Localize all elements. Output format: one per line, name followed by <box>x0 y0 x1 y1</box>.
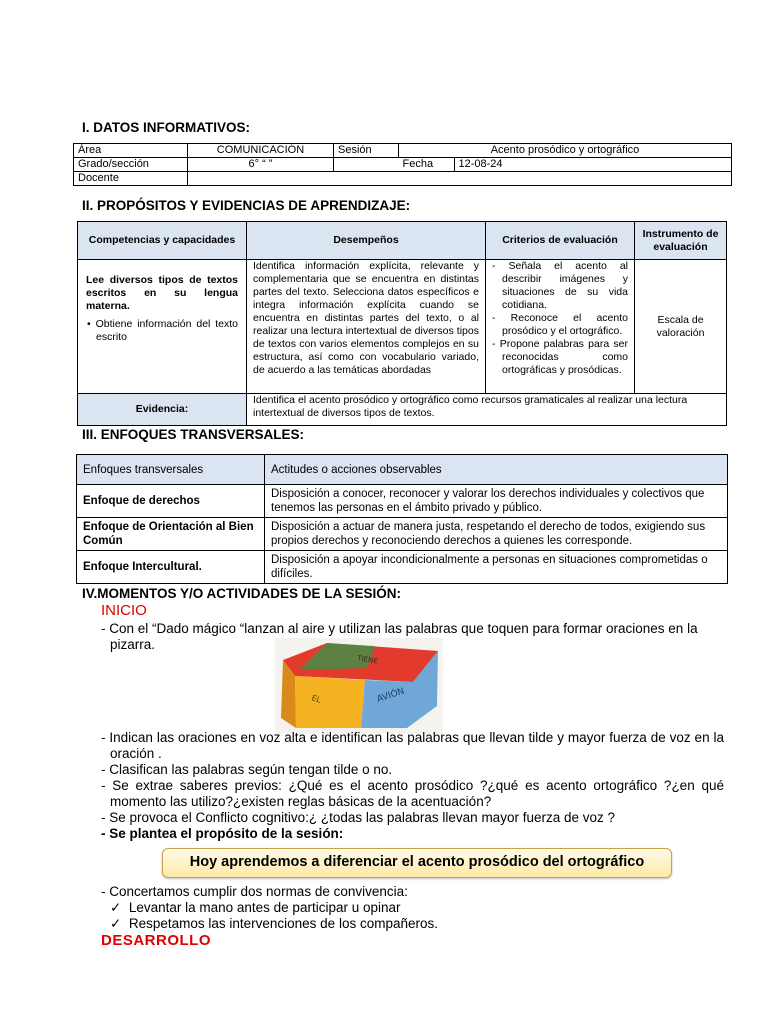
activity-item: - Clasifican las palabras según tengan tilde o no. <box>101 762 393 777</box>
col-competencias: Competencias y capacidades <box>78 222 247 260</box>
approaches-table <box>76 454 728 584</box>
norms-block <box>101 884 701 932</box>
die-word-front: EL <box>310 693 323 705</box>
criteria-cell <box>486 260 635 394</box>
desarrollo-title: DESARROLLO <box>101 932 211 949</box>
approach-name: Enfoque de derechos <box>77 485 265 518</box>
criteria-item: - Señala el acento al describir imágenes y situaciones de su vida cotidiana. <box>492 260 628 311</box>
section-3-title: III. ENFOQUES TRANSVERSALES: <box>82 427 305 442</box>
approach-name: Enfoque de Orientación al Bien Común <box>77 518 265 551</box>
criteria-item: - Reconoce el acento prosódico y el ortográfico. <box>492 312 628 337</box>
section-4-title: IV.MOMENTOS Y/O ACTIVIDADES DE LA SESIÓN: <box>82 586 402 601</box>
section-2-title: II. PROPÓSITOS Y EVIDENCIAS DE APRENDIZAJE: <box>82 198 411 213</box>
fecha-value: 12-08-24 <box>454 158 732 172</box>
col-instrumento: Instrumento de evaluación <box>635 222 727 260</box>
grado-value: 6° “ ” <box>188 158 334 172</box>
area-value: COMUNICACIÓN <box>188 144 334 158</box>
sesion-value: Acento prosódico y ortográfico <box>399 144 732 158</box>
die-front-face <box>295 676 365 728</box>
check-icon: ✓ <box>110 900 122 915</box>
inicio-line1: - Con el “Dado mágico “lanzan al aire y utilizan las palabras que toquen para formar oraciones en la pizarra. <box>101 621 698 652</box>
inicio-title: INICIO <box>101 602 147 619</box>
approach-text: Disposición a actuar de manera justa, respetando el derecho de todos, exigiendo sus propios derechos y reconociendo derechos a quienes les corresponde. <box>265 518 728 551</box>
area-label: Área <box>74 144 188 158</box>
approach-name: Enfoque Intercultural. <box>77 551 265 584</box>
info-table <box>73 143 732 186</box>
col-desempenos: Desempeños <box>247 222 486 260</box>
col-criterios: Criterios de evaluación <box>486 222 635 260</box>
session-purpose-box: Hoy aprendemos a diferenciar el acento prosódico del ortográfico <box>162 848 672 878</box>
die-word-top: TIENE <box>356 654 379 666</box>
competence-text: Lee diversos tipos de textos escritos en su lengua materna. <box>86 274 238 312</box>
fecha-label: Fecha <box>399 158 455 172</box>
fecha-label-spacer <box>334 158 399 172</box>
approach-text: Disposición a conocer, reconocer y valorar los derechos individuales y colectivos que tenemos las personas en el ámbito privado y público. <box>265 485 728 518</box>
norm-item: ✓ Levantar la mano antes de participar u opinar <box>110 900 401 915</box>
docente-value <box>188 172 732 186</box>
activity-item: - Indican las oraciones en voz alta e identifican las palabras que llevan tilde y mayor fuerza de voz en la oración . <box>101 730 724 761</box>
evidence-text: Identifica el acento prosódico y ortográfico como recursos gramaticales al realizar una lectura intertextual de diversos tipos de textos. <box>247 394 727 426</box>
norms-intro: - Concertamos cumplir dos normas de convivencia: <box>101 884 408 899</box>
activity-item: - Se extrae saberes previos: ¿Qué es el acento prosódico ?¿qué es acento ortográfico ?¿en qué momento las utilizo?¿existen reglas básicas de la acentuación? <box>101 778 724 809</box>
col-enfoques: Enfoques transversales <box>77 455 265 485</box>
magic-die-image <box>275 638 443 734</box>
capacity-text: Obtiene información del texto escrito <box>95 318 239 343</box>
activity-item: - Se provoca el Conflicto cognitivo:¿ ¿todas las palabras llevan mayor fuerza de voz ? <box>101 810 616 825</box>
competence-cell <box>78 260 247 394</box>
section-1-title: I. DATOS INFORMATIVOS: <box>82 120 250 135</box>
evidence-label: Evidencia: <box>78 394 247 426</box>
inicio-activities <box>101 730 724 842</box>
norm-item: ✓ Respetamos las intervenciones de los compañeros. <box>110 916 438 931</box>
purpose-intro: - Se plantea el propósito de la sesión: <box>101 826 344 841</box>
grado-label: Grado/sección <box>74 158 188 172</box>
sesion-label: Sesión <box>334 144 399 158</box>
col-actitudes: Actitudes o acciones observables <box>265 455 728 485</box>
instrument-cell: Escala de valoración <box>635 260 727 394</box>
capacity-item: • Obtiene información del texto escrito <box>87 318 239 343</box>
check-icon: ✓ <box>110 916 122 931</box>
purposes-table <box>77 221 727 426</box>
docente-label: Docente <box>74 172 188 186</box>
criteria-item: - Propone palabras para ser reconocidas como ortográficas y prosódicas. <box>492 338 628 376</box>
die-word-right: AVIÓN <box>375 686 406 705</box>
performance-cell: Identifica información explícita, relevante y complementaria que se encuentra en distintas partes del texto. Selecciona datos específicos e integra información explícita cuando se encuentra en distintas partes del texto, o al realizar una lectura intertextual de diversos tipos de textos con varios elementos complejos en su estructura, así como con vocabulario variado, de acuerdo a las temáticas abordadas <box>247 260 486 394</box>
approach-text: Disposición a apoyar incondicionalmente a personas en situaciones comprometidas o difíciles. <box>265 551 728 584</box>
